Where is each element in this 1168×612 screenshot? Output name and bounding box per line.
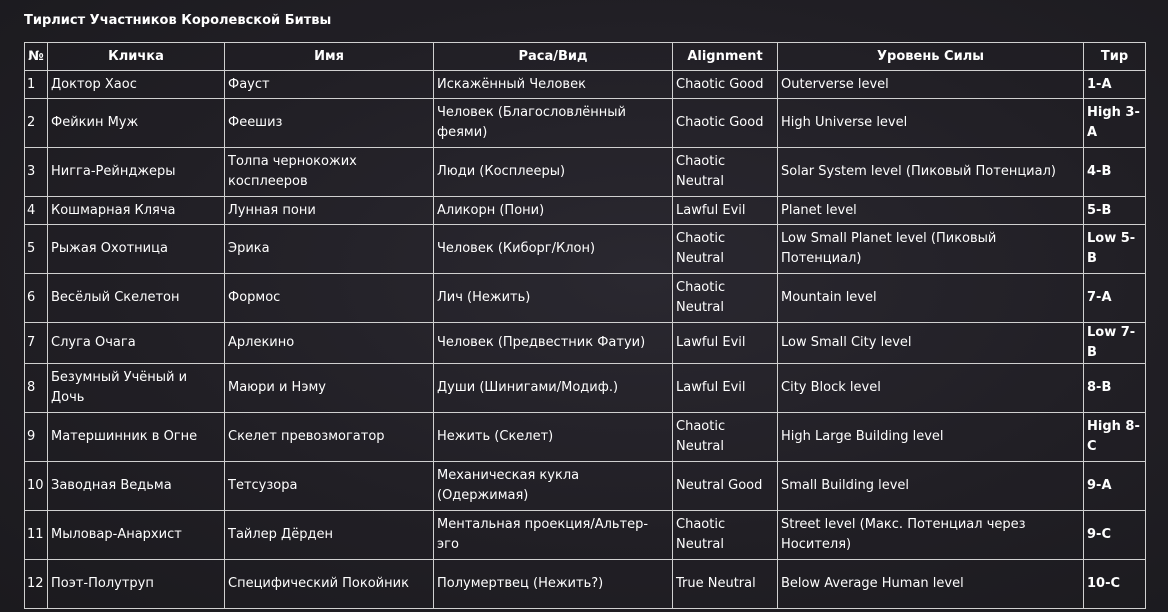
row-race: Лич (Нежить) [434, 274, 673, 323]
row-name: Арлекино [225, 323, 434, 364]
row-nickname: Весёлый Скелетон [48, 274, 225, 323]
row-tier: High 3-A [1084, 99, 1146, 148]
row-nickname: Поэт-Полутруп [48, 560, 225, 609]
table-row [25, 560, 1146, 609]
row-tier: 1-A [1084, 71, 1146, 99]
row-race: Человек (Киборг/Клон) [434, 225, 673, 274]
row-nickname: Заводная Ведьма [48, 462, 225, 511]
row-alignment: Chaotic Neutral [673, 148, 778, 197]
row-alignment: True Neutral [673, 560, 778, 609]
table-caption: Тирлист Участников Королевской Битвы [24, 13, 332, 28]
row-race: Искажённый Человек [434, 71, 673, 99]
row-name: Тайлер Дёрден [225, 511, 434, 560]
row-race: Аликорн (Пони) [434, 197, 673, 225]
row-tier: 9-C [1084, 511, 1146, 560]
row-name: Скелет превозмогатор [225, 413, 434, 462]
row-tier: 7-A [1084, 274, 1146, 323]
row-race: Люди (Косплееры) [434, 148, 673, 197]
row-name: Фауст [225, 71, 434, 99]
row-power-level: Street level (Макс. Потенциал через Носителя) [778, 511, 1084, 560]
row-alignment: Chaotic Good [673, 71, 778, 99]
row-number: 10 [25, 462, 48, 511]
header-alignment: Alignment [673, 43, 778, 71]
row-race: Души (Шинигами/Модиф.) [434, 364, 673, 413]
row-tier: 10-C [1084, 560, 1146, 609]
table-row [25, 511, 1146, 560]
row-nickname: Мыловар-Анархист [48, 511, 225, 560]
row-power-level: High Universe level [778, 99, 1084, 148]
row-alignment: Neutral Good [673, 462, 778, 511]
row-power-level: High Large Building level [778, 413, 1084, 462]
row-power-level: Below Average Human level [778, 560, 1084, 609]
table-row [25, 413, 1146, 462]
row-name: Тетсузора [225, 462, 434, 511]
row-tier: 9-A [1084, 462, 1146, 511]
header-name: Имя [225, 43, 434, 71]
row-nickname: Нигга-Рейнджеры [48, 148, 225, 197]
header-nickname: Кличка [48, 43, 225, 71]
table-row [25, 462, 1146, 511]
table-row [25, 323, 1146, 364]
row-race: Механическая кукла (Одержимая) [434, 462, 673, 511]
row-alignment: Chaotic Neutral [673, 413, 778, 462]
row-nickname: Матершинник в Огне [48, 413, 225, 462]
row-power-level: Small Building level [778, 462, 1084, 511]
row-power-level: Outerverse level [778, 71, 1084, 99]
row-tier: High 8-C [1084, 413, 1146, 462]
row-number: 8 [25, 364, 48, 413]
row-number: 7 [25, 323, 48, 364]
row-nickname: Рыжая Охотница [48, 225, 225, 274]
row-power-level: Planet level [778, 197, 1084, 225]
row-tier: Low 7-B [1084, 323, 1146, 364]
row-name: Специфический Покойник [225, 560, 434, 609]
row-power-level: City Block level [778, 364, 1084, 413]
tier-table [24, 42, 1146, 609]
table-row [25, 148, 1146, 197]
row-number: 11 [25, 511, 48, 560]
row-number: 12 [25, 560, 48, 609]
table-row [25, 197, 1146, 225]
row-name: Феешиз [225, 99, 434, 148]
row-tier: 5-B [1084, 197, 1146, 225]
row-tier: 4-B [1084, 148, 1146, 197]
row-name: Формос [225, 274, 434, 323]
header-power-level: Уровень Силы [778, 43, 1084, 71]
row-number: 3 [25, 148, 48, 197]
row-race: Полумертвец (Нежить?) [434, 560, 673, 609]
row-name: Маюри и Нэму [225, 364, 434, 413]
table-row [25, 225, 1146, 274]
row-power-level: Mountain level [778, 274, 1084, 323]
row-race: Человек (Благословлённый феями) [434, 99, 673, 148]
row-number: 9 [25, 413, 48, 462]
table-row [25, 99, 1146, 148]
header-tier: Тир [1084, 43, 1146, 71]
header-race: Раса/Вид [434, 43, 673, 71]
table-row [25, 71, 1146, 99]
row-alignment: Lawful Evil [673, 323, 778, 364]
row-tier: 8-B [1084, 364, 1146, 413]
row-number: 2 [25, 99, 48, 148]
row-number: 5 [25, 225, 48, 274]
row-name: Лунная пони [225, 197, 434, 225]
row-tier: Low 5-B [1084, 225, 1146, 274]
row-number: 1 [25, 71, 48, 99]
row-nickname: Слуга Очага [48, 323, 225, 364]
row-alignment: Lawful Evil [673, 364, 778, 413]
row-power-level: Solar System level (Пиковый Потенциал) [778, 148, 1084, 197]
table-row [25, 274, 1146, 323]
row-nickname: Доктор Хаос [48, 71, 225, 99]
row-nickname: Фейкин Муж [48, 99, 225, 148]
row-race: Нежить (Скелет) [434, 413, 673, 462]
header-number: № [25, 43, 48, 71]
row-race: Ментальная проекция/Альтер-эго [434, 511, 673, 560]
row-alignment: Chaotic Neutral [673, 225, 778, 274]
row-power-level: Low Small Planet level (Пиковый Потенциал) [778, 225, 1084, 274]
row-number: 4 [25, 197, 48, 225]
table-row [25, 364, 1146, 413]
row-name: Эрика [225, 225, 434, 274]
row-nickname: Безумный Учёный и Дочь [48, 364, 225, 413]
row-race: Человек (Предвестник Фатуи) [434, 323, 673, 364]
row-alignment: Chaotic Neutral [673, 274, 778, 323]
row-alignment: Chaotic Good [673, 99, 778, 148]
row-nickname: Кошмарная Кляча [48, 197, 225, 225]
row-alignment: Lawful Evil [673, 197, 778, 225]
row-alignment: Chaotic Neutral [673, 511, 778, 560]
row-number: 6 [25, 274, 48, 323]
header-row [25, 43, 1146, 71]
row-power-level: Low Small City level [778, 323, 1084, 364]
row-name: Толпа чернокожих косплееров [225, 148, 434, 197]
